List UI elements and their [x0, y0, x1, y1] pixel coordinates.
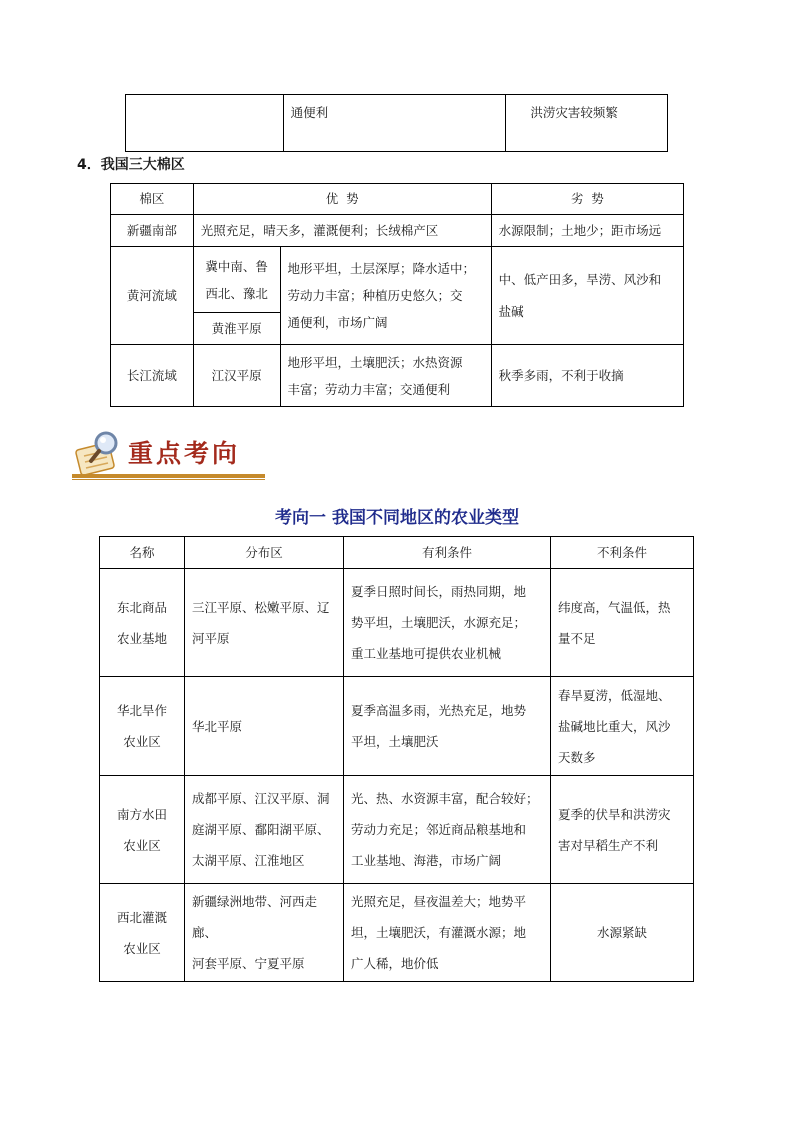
text-line: 水源紧缺 — [596, 925, 647, 940]
text-line: 农业基地 — [116, 630, 167, 646]
table-header-row — [100, 537, 694, 569]
text-line: 新疆绿洲地带、河西走廊、 — [192, 894, 318, 940]
unfavorable-northeast — [551, 569, 694, 677]
subarea-line: 西北、豫北 — [205, 285, 268, 301]
subarea-line: 冀中南、鲁 — [205, 258, 268, 274]
text-line: 农业区 — [123, 837, 161, 853]
name-north-china — [100, 677, 185, 776]
header-unfavorable: 不利条件 — [551, 537, 694, 569]
header-favorable: 有利条件 — [344, 537, 551, 569]
favorable-northeast — [344, 569, 551, 677]
text-line: 庭湖平原、鄱阳湖平原、 — [192, 822, 330, 837]
region-northwest — [185, 884, 344, 982]
header-advantages: 优 势 — [193, 184, 491, 215]
text-line: 东北商品 — [116, 599, 167, 615]
disadvantages-changjiang: 秋季多雨，不利于收摘 — [491, 345, 683, 407]
previous-table-fragment — [125, 94, 668, 152]
cotton-section-heading: 4．我国三大棉区 — [77, 157, 185, 173]
text-line: 广人稀，地价低 — [351, 956, 439, 971]
area-xinjiang: 新疆南部 — [111, 215, 194, 247]
text-line: 劳动力丰富；种植历史悠久；交 — [287, 288, 463, 303]
text-line: 成都平原、江汉平原、洞 — [192, 791, 330, 806]
text-line: 夏季的伏旱和洪涝灾 — [558, 806, 671, 822]
text-line: 河平原 — [192, 630, 230, 646]
text-line: 三江平原、松嫩平原、辽 — [192, 599, 330, 615]
agriculture-types-table — [99, 536, 694, 982]
table-row — [111, 215, 684, 247]
text-line: 华北旱作 — [116, 703, 167, 718]
unfavorable-northwest — [551, 884, 694, 982]
table-row — [111, 345, 684, 407]
fragment-cell-middle: 通便利 — [283, 95, 506, 152]
cotton-areas-table — [110, 183, 684, 407]
region-north-china — [185, 677, 344, 776]
fragment-cell-empty — [126, 95, 284, 152]
table-row — [100, 776, 694, 884]
area-changjiang: 长江流域 — [111, 345, 194, 407]
text-line: 光照充足，昼夜温差大；地势平 — [351, 894, 527, 909]
topic-title: 考向一 我国不同地区的农业类型 — [275, 508, 519, 528]
text-line: 丰富；劳动力丰富；交通便利 — [287, 381, 451, 397]
region-south-paddy — [185, 776, 344, 884]
text-line: 春旱夏涝，低湿地、 — [558, 687, 671, 703]
text-line: 西北灌溉 — [116, 909, 167, 925]
advantages-changjiang — [280, 345, 491, 407]
header-name: 名称 — [100, 537, 185, 569]
advantages-xinjiang: 光照充足，晴天多，灌溉便利；长绒棉产区 — [193, 215, 491, 247]
subarea-huanghe-1 — [193, 247, 280, 313]
text-line: 地形平坦，土层深厚；降水适中； — [287, 261, 476, 276]
disadvantages-huanghe — [491, 247, 683, 345]
region-northeast — [185, 569, 344, 677]
name-south-paddy — [100, 776, 185, 884]
text-line: 工业基地、海港，市场广阔 — [351, 853, 502, 868]
text-line: 南方水田 — [116, 806, 167, 822]
table-row — [100, 677, 694, 776]
text-line: 光、热、水资源丰富，配合较好； — [351, 791, 539, 806]
favorable-south-paddy — [344, 776, 551, 884]
disadvantages-xinjiang: 水源限制；土地少；距市场远 — [491, 215, 683, 247]
text-line: 劳动力充足；邻近商品粮基地和 — [351, 822, 527, 837]
text-line: 势平坦，土壤肥沃，水源充足； — [351, 615, 527, 630]
unfavorable-south-paddy — [551, 776, 694, 884]
text-line: 纬度高，气温低，热 — [558, 599, 671, 615]
table-row — [111, 247, 684, 313]
key-points-banner-title: 重点考向 — [128, 439, 241, 468]
advantages-huanghe — [280, 247, 491, 345]
header-area: 棉区 — [111, 184, 194, 215]
text-line: 夏季日照时间长，雨热同期，地 — [351, 584, 527, 599]
unfavorable-north-china — [551, 677, 694, 776]
table-header-row — [111, 184, 684, 215]
table-row — [100, 884, 694, 982]
text-line: 河套平原、宁夏平原 — [192, 956, 305, 971]
banner-underline — [72, 474, 265, 478]
text-line: 华北平原 — [192, 718, 243, 734]
text-line: 坦，土壤肥沃，有灌溉水源；地 — [351, 925, 527, 940]
text-line: 害对早稻生产不利 — [558, 837, 659, 853]
name-northeast — [100, 569, 185, 677]
subarea-changjiang: 江汉平原 — [193, 345, 280, 407]
fragment-cell-right: 洪涝灾害较频繁 — [506, 95, 668, 152]
text-line: 夏季高温多雨，光热充足，地势 — [351, 703, 527, 718]
text-line: 量不足 — [558, 630, 596, 646]
name-northwest — [100, 884, 185, 982]
favorable-north-china — [344, 677, 551, 776]
text-line: 地形平坦，土壤肥沃；水热资源 — [287, 354, 463, 370]
text-line: 太湖平原、江淮地区 — [192, 853, 305, 868]
favorable-northwest — [344, 884, 551, 982]
text-line: 农业区 — [123, 734, 161, 749]
header-region: 分布区 — [185, 537, 344, 569]
header-disadvantages: 劣 势 — [491, 184, 683, 215]
text-line: 中、低产田多，旱涝、风沙和 — [498, 271, 662, 287]
text-line: 盐碱 — [498, 303, 524, 319]
text-line: 重工业基地可提供农业机械 — [351, 646, 502, 661]
subarea-huanghe-2: 黄淮平原 — [193, 313, 280, 345]
area-huanghe: 黄河流域 — [111, 247, 194, 345]
banner-underline-thin — [72, 479, 265, 480]
text-line: 天数多 — [558, 749, 596, 765]
text-line: 通便利，市场广阔 — [287, 315, 388, 330]
table-row — [100, 569, 694, 677]
text-line: 盐碱地比重大，风沙 — [558, 718, 671, 734]
text-line: 农业区 — [123, 940, 161, 956]
text-line: 平坦，土壤肥沃 — [351, 734, 439, 749]
